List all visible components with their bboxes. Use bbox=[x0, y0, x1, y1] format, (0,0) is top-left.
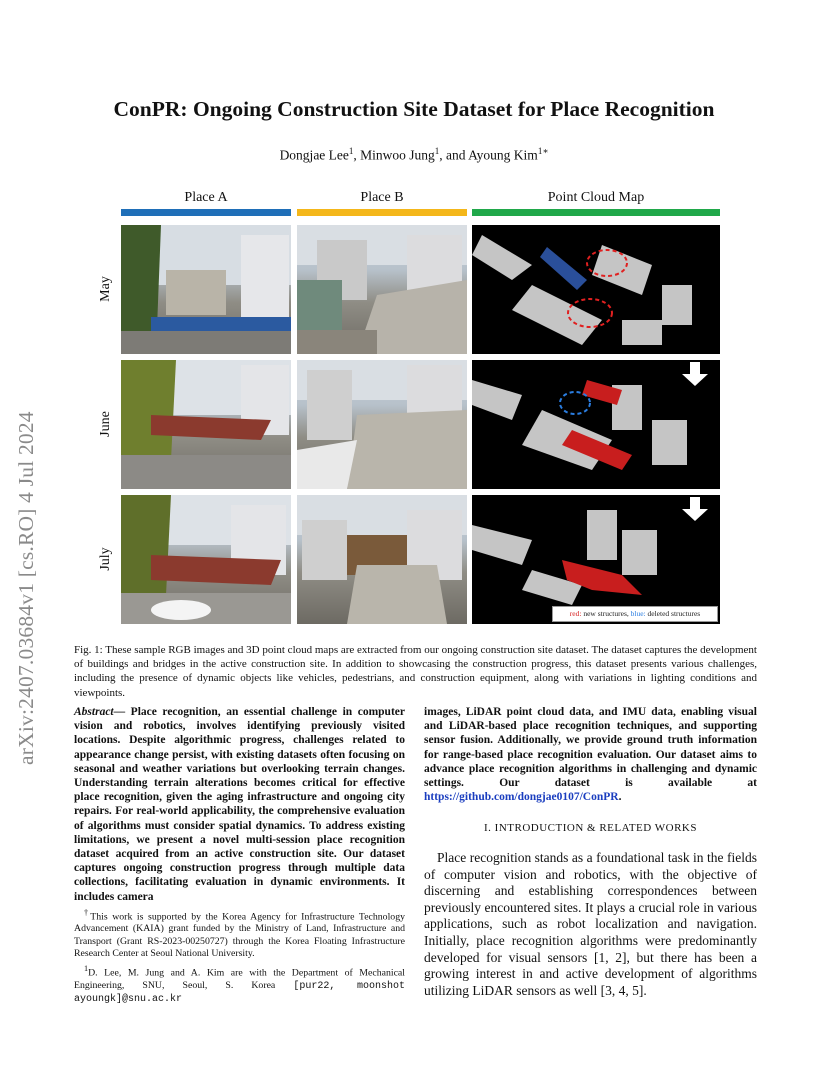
legend-blue-text: deleted structures bbox=[645, 609, 701, 618]
column-bar-place-a bbox=[121, 209, 291, 216]
column-header-point-cloud-map: Point Cloud Map bbox=[547, 190, 645, 205]
footnote-funding bbox=[74, 907, 405, 960]
introduction-paragraph: Place recognition stands as a foundational task in the fields of computer vision and robotics, with the objective of discerning and establishing correspondences between previously encountered sites. It plays a crucial role in various applications, such as robot localization and navigation. Initially, place recognition algorithms were predominantly developed for visual sensors [1, 2], but there has been a growing interest in and active development of algorithms utilizing LiDAR sensors as well [3, 4, 5]. bbox=[424, 850, 757, 998]
photo-place-a-may bbox=[121, 225, 291, 354]
column-header-place-b: Place B bbox=[360, 190, 404, 205]
arxiv-identifier-stamp: arXiv:2407.03684v1 [cs.RO] 4 Jul 2024 bbox=[14, 411, 38, 765]
column-bar-place-b bbox=[297, 209, 467, 216]
legend-red-text: new structures, bbox=[581, 609, 631, 618]
author-affiliation-mark: 1 bbox=[434, 146, 440, 156]
footnote-affiliation bbox=[74, 963, 405, 1006]
photo-place-b-july bbox=[297, 495, 467, 624]
author-affiliation-mark: 1∗ bbox=[537, 146, 549, 156]
photo-place-b-june bbox=[297, 360, 467, 489]
author-emails: [pur22, moonshot ayoungk]@snu.ac.kr bbox=[74, 980, 406, 1005]
figure-legend bbox=[552, 606, 718, 622]
point-cloud-map-june bbox=[472, 360, 720, 489]
author-list: Dongjae Lee$^1$, Minwoo Jung$^1$, and Ayoung Kim$^{1∗}$ bbox=[279, 146, 549, 163]
point-cloud-map-july bbox=[472, 495, 720, 624]
abstract-left-column bbox=[74, 705, 405, 904]
legend-blue-label: blue: bbox=[630, 609, 646, 618]
dataset-link[interactable]: https://github.com/dongjae0107/ConPR bbox=[424, 791, 619, 804]
figure-caption: Fig. 1: These sample RGB images and 3D point cloud maps are extracted from our ongoing construction site dataset. The dataset captures the development of buildings and bridges in the active construction site. In addition to showcasing the construction progress, this dataset presents various challenges, including the presence of dynamic objects like vehicles, pedestrians, and construction equipment, along with variations in lighting conditions and viewpoints. bbox=[74, 644, 757, 699]
point-cloud-map-may bbox=[472, 225, 720, 354]
abstract-link-end: . bbox=[618, 791, 622, 804]
paper-title: ConPR: Ongoing Construction Site Dataset for Place Recognition bbox=[113, 97, 715, 121]
abstract-label: Abstract bbox=[74, 706, 114, 718]
footnote-mark: 1 bbox=[84, 964, 89, 974]
photo-place-a-july bbox=[121, 495, 291, 624]
author-name: Minwoo Jung bbox=[360, 147, 435, 163]
footnote-mark: † bbox=[84, 908, 91, 917]
author-name: and Ayoung Kim bbox=[446, 147, 538, 163]
row-label-may: May bbox=[98, 276, 113, 302]
abstract-right-column bbox=[424, 705, 757, 804]
abstract-text-left: — Place recognition, an essential challenge in computer vision and robotics, involves identifying previously visited locations. Despite algorithmic progress, challenges related to appearance change persist, with existing datasets often focusing on seasonal and weather variations but overlooking terrain changes. Understanding terrain alterations becomes critical for effective place recognition, given the aging infrastructure and ongoing city repairs. For real-world applicability, the comprehensive evaluation of algorithms must consider spatial dynamics. To address existing limitations, we present a novel multi-session place recognition dataset acquired from an active construction site. Our dataset captures ongoing construction progress through multiple data collections, facilitating evaluation in dynamic environments. It includes camera bbox=[74, 706, 405, 903]
photo-place-a-june bbox=[121, 360, 291, 489]
section-heading bbox=[424, 822, 757, 834]
section-title: INTRODUCTION & RELATED WORKS bbox=[494, 822, 697, 834]
section-number: I. bbox=[484, 822, 492, 834]
row-label-june: June bbox=[98, 411, 113, 437]
legend-red-label: red: bbox=[569, 609, 582, 618]
author-name: Dongjae Lee bbox=[279, 147, 349, 163]
column-bar-point-cloud-map bbox=[472, 209, 720, 216]
footnote-affiliation-text: D. Lee, M. Jung and A. Kim are with the Department of Mechanical Engineering, SNU, Seoul, S. Korea bbox=[74, 967, 405, 991]
column-header-place-a: Place A bbox=[184, 190, 228, 205]
photo-place-b-may bbox=[297, 225, 467, 354]
footnote-funding-text: This work is supported by the Korea Agency for Infrastructure Technology Advancement (KAIA) grant funded by the Ministry of Land, Infrastructure and Transport (Grant RS-2023-00250727) through the Korea Floating Infrastructure Research Center at Seoul National University. bbox=[74, 911, 406, 959]
author-affiliation-mark: 1 bbox=[348, 146, 354, 156]
row-label-july: July bbox=[98, 547, 113, 571]
abstract-text-right: images, LiDAR point cloud data, and IMU data, enabling visual and LiDAR-based place recognition techniques, and supporting sensor fusion. Additionally, we provide ground truth information for range-based place recognition evaluation. Our dataset aims to advance place recognition algorithms in challenging and dynamic settings. Our dataset is available at bbox=[424, 706, 757, 790]
footnotes bbox=[74, 907, 405, 1009]
